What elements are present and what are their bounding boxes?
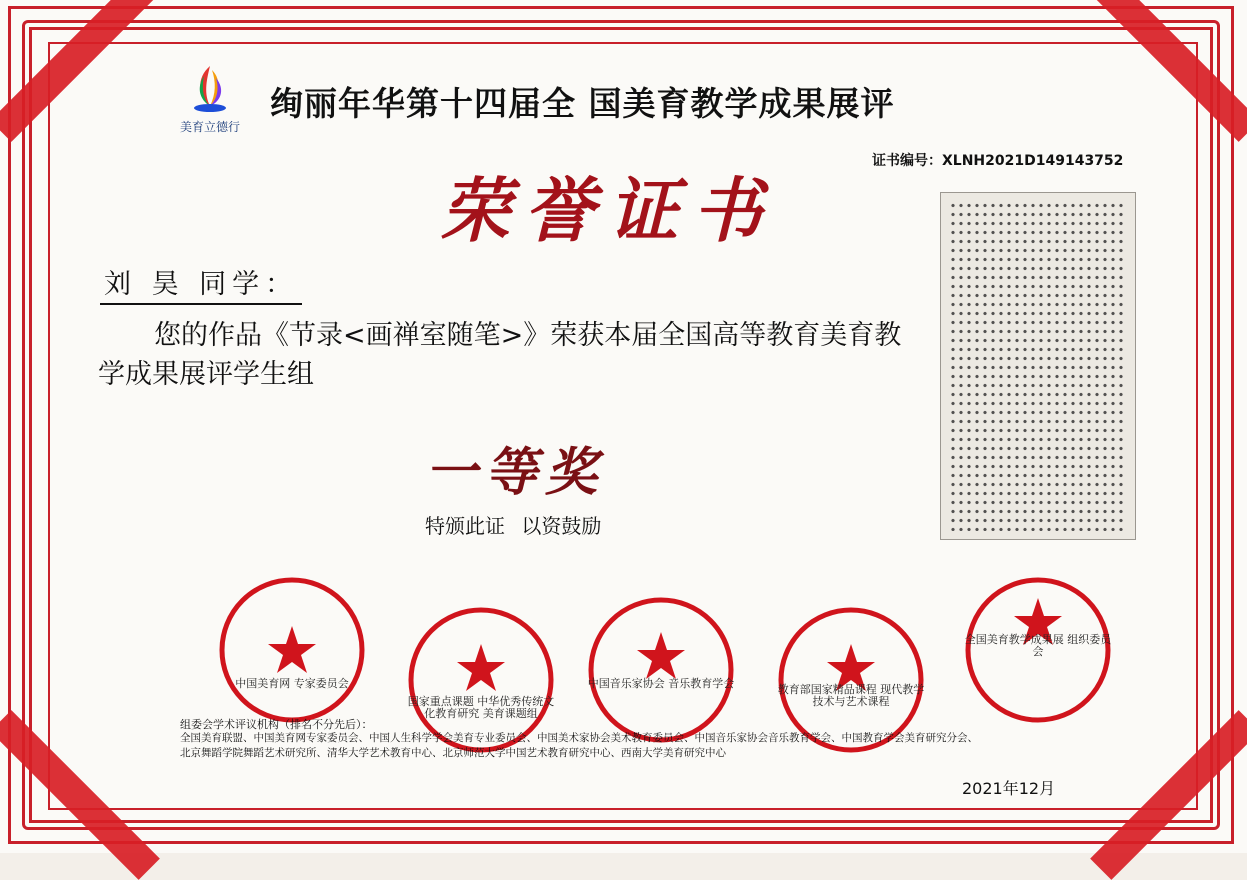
certificate-number: 证书编号：XLNH2021D149143752 — [872, 153, 1124, 169]
issue-date: 2021年12月 — [962, 779, 1056, 798]
seal-center-text: 国家重点课题 中华优秀传统文化教育研究 美育课题组 — [407, 695, 555, 720]
award-level: 一等奖 — [425, 442, 606, 503]
commendation-text: 特颁此证 以资鼓励 — [425, 514, 602, 538]
logo-text: 美育立德行 — [179, 120, 240, 134]
organizers-list — [180, 731, 1040, 761]
seal-center-text: 中国美育网 专家委员会 — [235, 677, 349, 690]
certificate-heading: 荣誉证书 — [440, 169, 776, 252]
organizers-line: 全国美育联盟、中国美育网专家委员会、中国人生科学学会美育专业委员会、中国美术家协会美术教育委员会、中国音乐家协会音乐教育学会、中国教育学会美育研究分会、 — [180, 732, 978, 744]
seal-china-aesthetic-education-expert-committee — [216, 574, 368, 726]
rainbow-flame-logo-icon — [186, 62, 234, 114]
seal-music-education-society — [585, 594, 737, 746]
organization-logo — [170, 62, 250, 146]
organizers-heading: 组委会学术评议机构（排名不分先后）： — [180, 718, 373, 731]
recipient-name: 刘 昊 同学： — [100, 262, 302, 305]
organizers-line: 北京舞蹈学院舞蹈艺术研究所、清华大学艺术教育中心、北京师范大学中国艺术教育研究中心、西南大学美育研究中心 — [180, 747, 726, 759]
seal-center-text: 教育部国家精品课程 现代教学技术与艺术课程 — [777, 683, 925, 708]
calligraphy-artwork-photo — [940, 192, 1136, 540]
calligraphy-characters — [949, 201, 1127, 531]
award-description: 您的作品《节录<画禅室随笔>》荣获本届全国高等教育美育教学成果展评学生组 — [98, 320, 902, 390]
seal-center-text: 中国音乐家协会 音乐教育学会 — [587, 677, 735, 690]
seal-exhibition-organizing-committee — [962, 574, 1114, 726]
seal-center-text: 全国美育教学成果展 组织委员会 — [964, 633, 1112, 658]
event-title: 绚丽年华第十四届全 国美育教学成果展评 — [270, 84, 895, 123]
